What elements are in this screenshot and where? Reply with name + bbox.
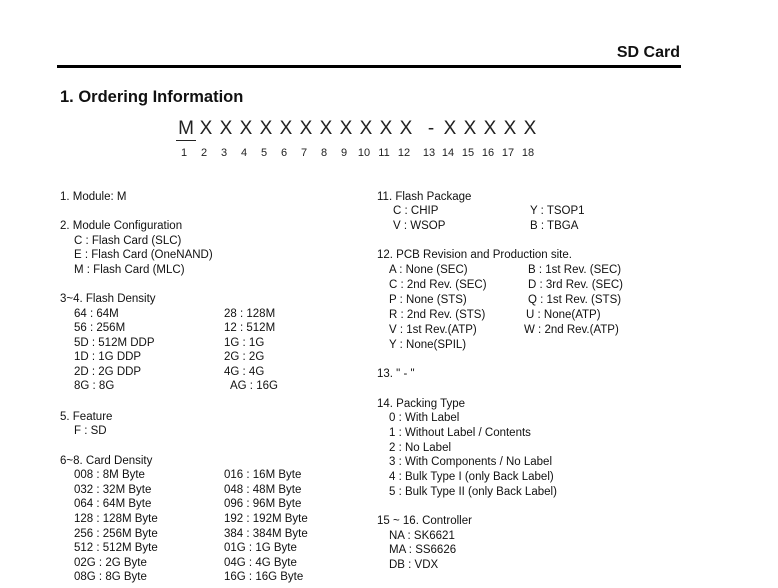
dash-heading: 13. " - " bbox=[377, 368, 415, 380]
code-char: X bbox=[503, 118, 517, 139]
density-item: 2G : 2G bbox=[224, 351, 265, 363]
controller-item: MA : SS6626 bbox=[389, 544, 457, 556]
code-char: X bbox=[299, 118, 313, 139]
code-position-number: 5 bbox=[260, 147, 268, 159]
density-item: 12 : 512M bbox=[224, 322, 276, 334]
code-position-number: 14 bbox=[441, 147, 455, 159]
code-position-number: 16 bbox=[481, 147, 495, 159]
code-position-number: 13 bbox=[422, 147, 436, 159]
packing-item: 5 : Bulk Type II (only Back Label) bbox=[389, 486, 557, 498]
package-item: B : TBGA bbox=[530, 220, 579, 232]
code-position-number: 2 bbox=[200, 147, 208, 159]
packing-heading: 14. Packing Type bbox=[377, 398, 466, 410]
pcb-item: R : 2nd Rev. (STS) bbox=[389, 309, 486, 321]
card-density-item: 02G : 2G Byte bbox=[74, 557, 147, 569]
code-position-number: 3 bbox=[220, 147, 228, 159]
pcb-item: U : None(ATP) bbox=[526, 309, 601, 321]
code-char: X bbox=[239, 118, 253, 139]
card-density-item: 384 : 384M Byte bbox=[224, 528, 308, 540]
code-char: X bbox=[399, 118, 413, 139]
code-position-number: 17 bbox=[501, 147, 515, 159]
pcb-item: Y : None(SPIL) bbox=[389, 339, 467, 351]
pcb-item: A : None (SEC) bbox=[389, 264, 468, 276]
pcb-item: P : None (STS) bbox=[389, 294, 467, 306]
package-item: Y : TSOP1 bbox=[530, 205, 585, 217]
density-heading: 3~4. Flash Density bbox=[60, 293, 156, 305]
packing-item: 0 : With Label bbox=[389, 412, 460, 424]
pcb-item: B : 1st Rev. (SEC) bbox=[528, 264, 622, 276]
package-heading: 11. Flash Package bbox=[377, 191, 472, 203]
module-heading: 1. Module: M bbox=[60, 191, 127, 203]
packing-item: 1 : Without Label / Contents bbox=[389, 427, 531, 439]
section-title: 1. Ordering Information bbox=[60, 88, 244, 106]
code-char: X bbox=[483, 118, 497, 139]
code-position-number: 9 bbox=[340, 147, 348, 159]
packing-item: 4 : Bulk Type I (only Back Label) bbox=[389, 471, 554, 483]
code-char: X bbox=[259, 118, 273, 139]
code-position-number: 15 bbox=[461, 147, 475, 159]
card-density-item: 16G : 16G Byte bbox=[224, 571, 304, 583]
code-char: - bbox=[427, 118, 435, 139]
card-density-heading: 6~8. Card Density bbox=[60, 455, 153, 467]
density-item: AG : 16G bbox=[230, 380, 278, 392]
density-item: 56 : 256M bbox=[74, 322, 126, 334]
code-char: X bbox=[279, 118, 293, 139]
density-item: 8G : 8G bbox=[74, 380, 115, 392]
card-density-item: 064 : 64M Byte bbox=[74, 498, 152, 510]
code-first-underline bbox=[176, 140, 196, 141]
code-position-number: 6 bbox=[280, 147, 288, 159]
density-item: 1G : 1G bbox=[224, 337, 265, 349]
code-char: X bbox=[199, 118, 213, 139]
config-item: C : Flash Card (SLC) bbox=[74, 235, 182, 247]
code-position-number: 7 bbox=[300, 147, 308, 159]
code-char: M bbox=[178, 118, 194, 139]
code-char: X bbox=[463, 118, 477, 139]
card-density-item: 032 : 32M Byte bbox=[74, 484, 152, 496]
package-item: C : CHIP bbox=[393, 205, 439, 217]
code-position-number: 18 bbox=[521, 147, 535, 159]
pcb-heading: 12. PCB Revision and Production site. bbox=[377, 249, 572, 261]
card-density-item: 008 : 8M Byte bbox=[74, 469, 145, 481]
density-item: 5D : 512M DDP bbox=[74, 337, 155, 349]
controller-item: DB : VDX bbox=[389, 559, 439, 571]
code-position-number: 12 bbox=[397, 147, 411, 159]
code-char: X bbox=[359, 118, 373, 139]
code-char: X bbox=[219, 118, 233, 139]
config-heading: 2. Module Configuration bbox=[60, 220, 183, 232]
pcb-item: V : 1st Rev.(ATP) bbox=[389, 324, 477, 336]
pcb-item: D : 3rd Rev. (SEC) bbox=[528, 279, 623, 291]
density-item: 64 : 64M bbox=[74, 308, 119, 320]
feature-heading: 5. Feature bbox=[60, 411, 113, 423]
card-density-item: 01G : 1G Byte bbox=[224, 542, 297, 554]
config-item: M : Flash Card (MLC) bbox=[74, 264, 185, 276]
code-position-number: 8 bbox=[320, 147, 328, 159]
feature-item: F : SD bbox=[74, 425, 107, 437]
card-density-item: 256 : 256M Byte bbox=[74, 528, 158, 540]
card-density-item: 512 : 512M Byte bbox=[74, 542, 158, 554]
package-item: V : WSOP bbox=[393, 220, 446, 232]
card-density-item: 128 : 128M Byte bbox=[74, 513, 158, 525]
card-density-item: 096 : 96M Byte bbox=[224, 498, 302, 510]
code-char: X bbox=[339, 118, 353, 139]
code-position-number: 1 bbox=[180, 147, 188, 159]
header-rule bbox=[57, 65, 681, 68]
header-title: SD Card bbox=[616, 44, 680, 61]
code-position-number: 10 bbox=[357, 147, 371, 159]
controller-heading: 15 ~ 16. Controller bbox=[377, 515, 472, 527]
density-item: 28 : 128M bbox=[224, 308, 276, 320]
code-char: X bbox=[523, 118, 537, 139]
config-item: E : Flash Card (OneNAND) bbox=[74, 249, 213, 261]
card-density-item: 016 : 16M Byte bbox=[224, 469, 302, 481]
card-density-item: 192 : 192M Byte bbox=[224, 513, 308, 525]
code-position-number: 11 bbox=[378, 147, 390, 159]
pcb-item: Q : 1st Rev. (STS) bbox=[528, 294, 622, 306]
density-item: 1D : 1G DDP bbox=[74, 351, 142, 363]
pcb-item: W : 2nd Rev.(ATP) bbox=[524, 324, 619, 336]
code-position-number: 4 bbox=[240, 147, 248, 159]
card-density-item: 048 : 48M Byte bbox=[224, 484, 302, 496]
card-density-item: 08G : 8G Byte bbox=[74, 571, 147, 583]
pcb-item: C : 2nd Rev. (SEC) bbox=[389, 279, 487, 291]
packing-item: 2 : No Label bbox=[389, 442, 452, 454]
density-item: 2D : 2G DDP bbox=[74, 366, 142, 378]
code-char: X bbox=[319, 118, 333, 139]
code-char: X bbox=[379, 118, 393, 139]
density-item: 4G : 4G bbox=[224, 366, 265, 378]
packing-item: 3 : With Components / No Label bbox=[389, 456, 552, 468]
code-char: X bbox=[443, 118, 457, 139]
controller-item: NA : SK6621 bbox=[389, 530, 455, 542]
card-density-item: 04G : 4G Byte bbox=[224, 557, 297, 569]
